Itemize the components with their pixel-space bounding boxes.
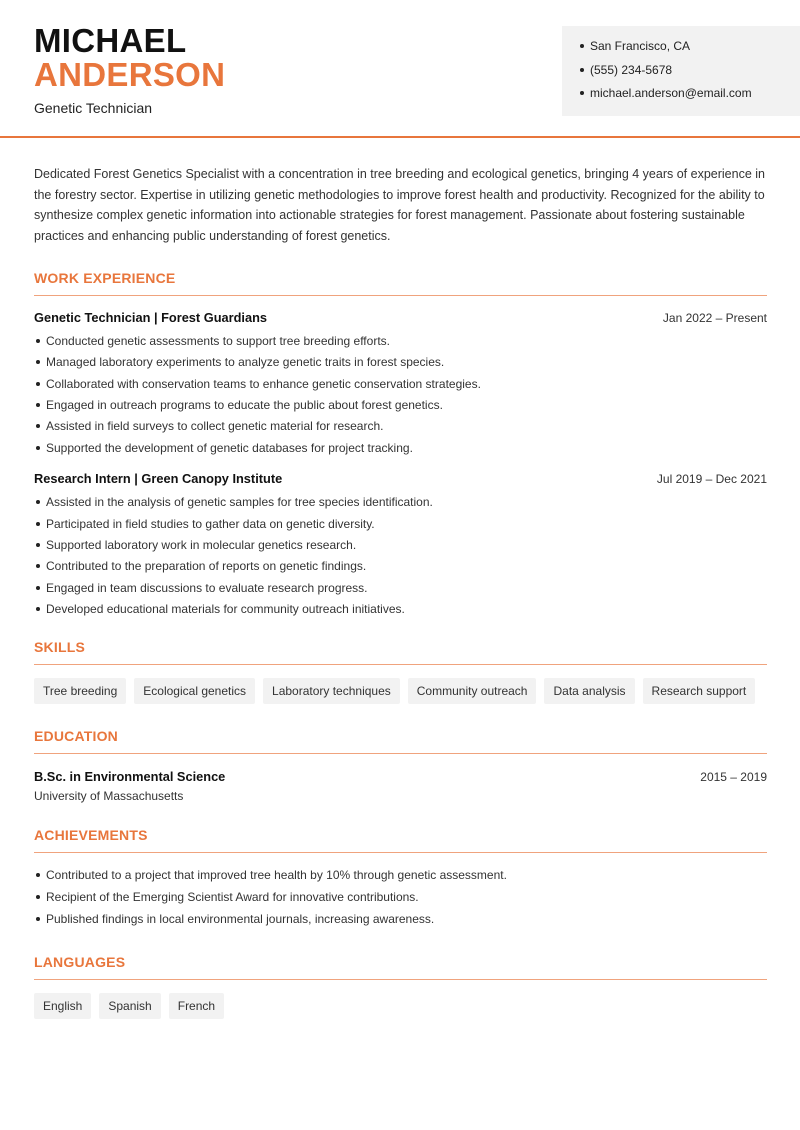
- section-title-work: WORK EXPERIENCE: [34, 270, 767, 296]
- bullet-icon: [36, 339, 40, 343]
- phone-text: (555) 234-5678: [590, 62, 673, 77]
- bullet-icon: [580, 68, 584, 72]
- skill-chips: [34, 678, 767, 704]
- language-chips: [34, 993, 767, 1019]
- bullet-icon: [580, 91, 584, 95]
- achievements-section: [34, 827, 767, 934]
- contact-email: [580, 85, 800, 109]
- bullet-icon: [36, 543, 40, 547]
- list-item: Conducted genetic assessments to support tree breeding efforts.: [34, 333, 767, 354]
- summary: Dedicated Forest Genetics Specialist with a concentration in tree breeding and ecological genetics, bringing 4 years of experience in the forestry sector. Expertise in utilizing genetic methodologies to improve forest health and productivity. Recognized for the ability to synthesize complex genetic information into actionable strategies for forest management. Passionate about fostering sustainable practices and enhancing public understanding of forest genetics.: [34, 167, 765, 244]
- languages-section: [34, 954, 767, 1019]
- list-item: Recipient of the Emerging Scientist Award for innovative contributions.: [34, 889, 767, 911]
- contact-phone: [580, 62, 800, 86]
- bullet-icon: [36, 895, 40, 899]
- bullet-icon: [36, 446, 40, 450]
- list-item: Assisted in the analysis of genetic samples for tree species identification.: [34, 494, 767, 515]
- job-role: Research Intern | Green Canopy Institute: [34, 471, 283, 487]
- list-item: Engaged in team discussions to evaluate research progress.: [34, 580, 767, 601]
- bullet-icon: [36, 403, 40, 407]
- job-role: Genetic Technician | Forest Guardians: [34, 309, 268, 325]
- edu-dates: 2015 – 2019: [700, 769, 767, 784]
- list-item: Contributed to the preparation of reports on genetic findings.: [34, 558, 767, 579]
- skill-chip: Laboratory techniques: [263, 678, 400, 704]
- bullet-icon: [36, 424, 40, 428]
- bullet-icon: [36, 500, 40, 504]
- section-title-skills: SKILLS: [34, 639, 767, 665]
- email-text[interactable]: michael.anderson@email.com: [590, 86, 752, 100]
- list-item: Participated in field studies to gather data on genetic diversity.: [34, 516, 767, 537]
- bullet-icon: [36, 564, 40, 568]
- achievement-list: [34, 867, 767, 934]
- bullet-icon: [36, 586, 40, 590]
- list-item: Supported the development of genetic databases for project tracking.: [34, 440, 767, 461]
- bullet-icon: [36, 382, 40, 386]
- section-title-education: EDUCATION: [34, 728, 767, 754]
- list-item: Supported laboratory work in molecular genetics research.: [34, 537, 767, 558]
- skill-chip: Ecological genetics: [134, 678, 255, 704]
- skill-chip: Community outreach: [408, 678, 537, 704]
- contact-box: [562, 26, 800, 116]
- section-title-achievements: ACHIEVEMENTS: [34, 827, 767, 853]
- bullet-icon: [36, 917, 40, 921]
- job-entry: [34, 471, 767, 622]
- resume-body: [34, 164, 767, 1019]
- language-chip: French: [169, 993, 224, 1019]
- list-item: Collaborated with conservation teams to enhance genetic conservation strategies.: [34, 376, 767, 397]
- skill-chip: Research support: [643, 678, 756, 704]
- bullet-icon: [36, 360, 40, 364]
- skills-section: [34, 639, 767, 704]
- job-dates: Jan 2022 – Present: [662, 310, 767, 325]
- edu-degree: B.Sc. in Environmental Science: [34, 768, 226, 784]
- job-entry: [34, 310, 767, 461]
- candidate-name: [34, 24, 225, 92]
- job-bullets: [34, 494, 767, 622]
- bullet-icon: [36, 873, 40, 877]
- work-section: [34, 270, 767, 623]
- language-chip: English: [34, 993, 91, 1019]
- list-item: Published findings in local environmental journals, increasing awareness.: [34, 911, 767, 933]
- skill-chip: Tree breeding: [34, 678, 126, 704]
- bullet-icon: [36, 522, 40, 526]
- first-name: MICHAEL: [34, 22, 187, 59]
- resume-header: [0, 0, 800, 138]
- job-bullets: [34, 333, 767, 461]
- location-text: San Francisco, CA: [590, 39, 691, 53]
- edu-school: University of Massachusetts: [34, 788, 184, 803]
- contact-location: [580, 38, 800, 62]
- education-section: [34, 728, 767, 803]
- bullet-icon: [36, 607, 40, 611]
- job-dates: Jul 2019 – Dec 2021: [656, 472, 767, 487]
- list-item: Managed laboratory experiments to analyze genetic traits in forest species.: [34, 354, 767, 375]
- list-item: Developed educational materials for community outreach initiatives.: [34, 601, 767, 622]
- list-item: Engaged in outreach programs to educate the public about forest genetics.: [34, 397, 767, 418]
- list-item: Assisted in field surveys to collect genetic material for research.: [34, 418, 767, 439]
- language-chip: Spanish: [99, 993, 160, 1019]
- list-item: Contributed to a project that improved tree health by 10% through genetic assessment.: [34, 867, 767, 889]
- section-title-languages: LANGUAGES: [34, 954, 767, 980]
- last-name: ANDERSON: [34, 56, 226, 93]
- candidate-title: Genetic Technician: [34, 100, 153, 116]
- bullet-icon: [580, 44, 584, 48]
- skill-chip: Data analysis: [544, 678, 634, 704]
